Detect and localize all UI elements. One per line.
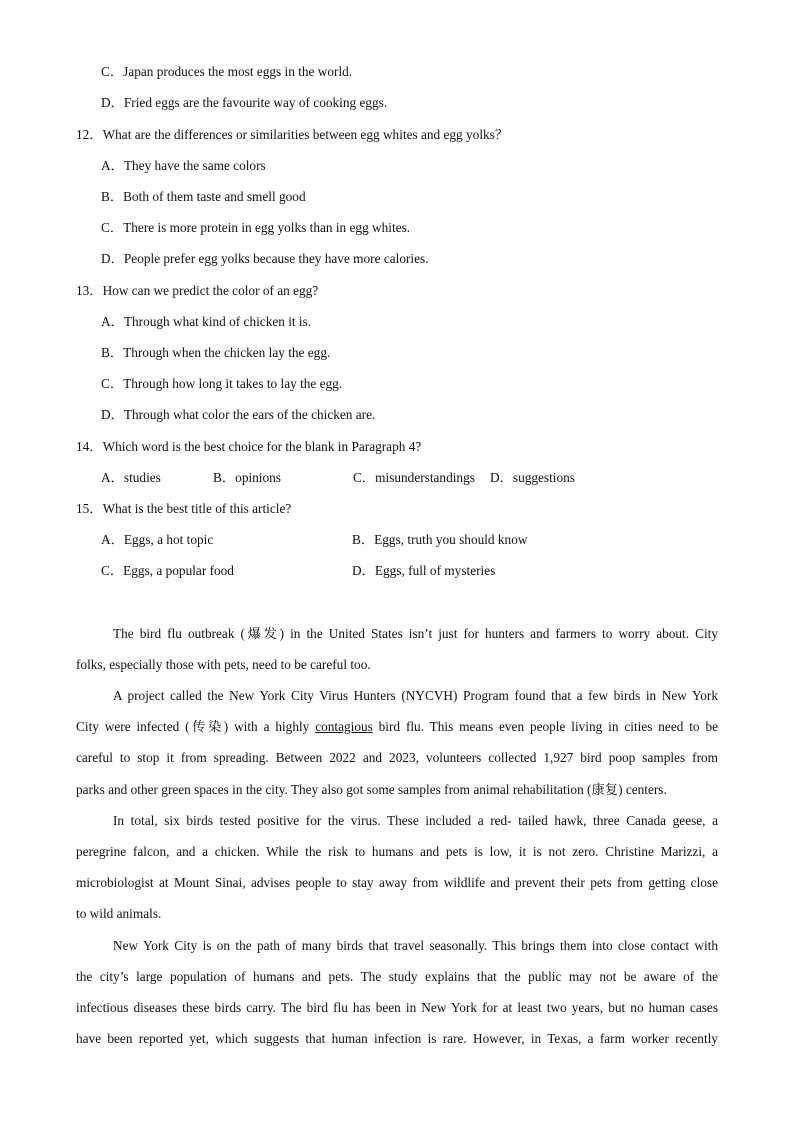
passage-p4-line2: the city’s large population of humans and pets. The study explains that the public may not be aware of the (76, 969, 718, 984)
q14-option-b: B．opinions (213, 470, 281, 485)
passage-p4-line4: have been reported yet, which suggests that human infection is rare. However, in Texas, a farm worker recently (76, 1031, 718, 1046)
q12-option-d: D．People prefer egg yolks because they have more calories. (101, 251, 429, 266)
passage-p2-line2 (76, 718, 718, 736)
passage-p3-line4: to wild animals. (76, 906, 162, 921)
q15-option-c: C．Eggs, a popular food (101, 563, 234, 578)
q11-option-c: C．Japan produces the most eggs in the world. (101, 64, 353, 79)
passage-p2-line1: A project called the New York City Virus Hunters (NYCVH) Program found that a few birds in New York (113, 688, 718, 703)
q13-option-a: A．Through what kind of chicken it is. (101, 314, 312, 329)
passage-p2-line4: parks and other green spaces in the city. They also got some samples from animal rehabilitation (康复) centers. (76, 782, 667, 797)
q12-option-a: A．They have the same colors (101, 158, 266, 173)
passage-p3-line2: peregrine falcon, and a chicken. While the risk to humans and pets is low, it is not zero. Christine Marizzi, a (76, 844, 718, 859)
q13-option-b: B．Through when the chicken lay the egg. (101, 345, 331, 360)
q14-question: 14．Which word is the best choice for the blank in Paragraph 4? (76, 439, 422, 454)
q13-option-c: C．Through how long it takes to lay the egg. (101, 376, 343, 391)
q11-option-d: D．Fried eggs are the favourite way of cooking eggs. (101, 95, 388, 110)
q15-question: 15．What is the best title of this article? (76, 501, 292, 516)
q13-option-d: D．Through what color the ears of the chicken are. (101, 407, 376, 422)
underlined-word: contagious (315, 719, 373, 734)
q13-question: 13．How can we predict the color of an egg? (76, 283, 319, 298)
q12-option-c: C．There is more protein in egg yolks than in egg whites. (101, 220, 411, 235)
q15-option-d: D．Eggs, full of mysteries (352, 563, 496, 578)
passage-p2-line2-start: City were infected (传染) with a highly (76, 719, 316, 734)
passage-p3-line3: microbiologist at Mount Sinai, advises people to stay away from wildlife and prevent their pets from getting close (76, 875, 718, 890)
passage-p2-line2-end: bird flu. This means even people living in cities need to be (372, 719, 718, 734)
q14-option-a: A．studies (101, 470, 161, 485)
passage-p4-line3: infectious diseases these birds carry. The bird flu has been in New York for at least two years, but no human cases (76, 1000, 718, 1015)
q14-option-c: C．misunderstandings (353, 470, 475, 485)
q12-option-b: B．Both of them taste and smell good (101, 189, 306, 204)
q15-option-b: B．Eggs, truth you should know (352, 532, 528, 547)
q14-option-d: D．suggestions (490, 470, 575, 485)
passage-p2-line3: careful to stop it from spreading. Between 2022 and 2023, volunteers collected 1,927 bird poop samples from (76, 750, 718, 765)
passage-p4-line1: New York City is on the path of many birds that travel seasonally. This brings them into close contact with (113, 938, 718, 953)
q12-question: 12．What are the differences or similarities between egg whites and egg yolks？ (76, 127, 509, 142)
q15-option-a: A．Eggs, a hot topic (101, 532, 214, 547)
passage-p1-line2: folks, especially those with pets, need to be careful too. (76, 657, 371, 672)
passage-p3-line1: In total, six birds tested positive for the virus. These included a red- tailed hawk, three Canada geese, a (113, 813, 718, 828)
passage-p1-line1: The bird flu outbreak (爆发) in the United States isn’t just for hunters and farmers to worry about. City (113, 626, 718, 641)
